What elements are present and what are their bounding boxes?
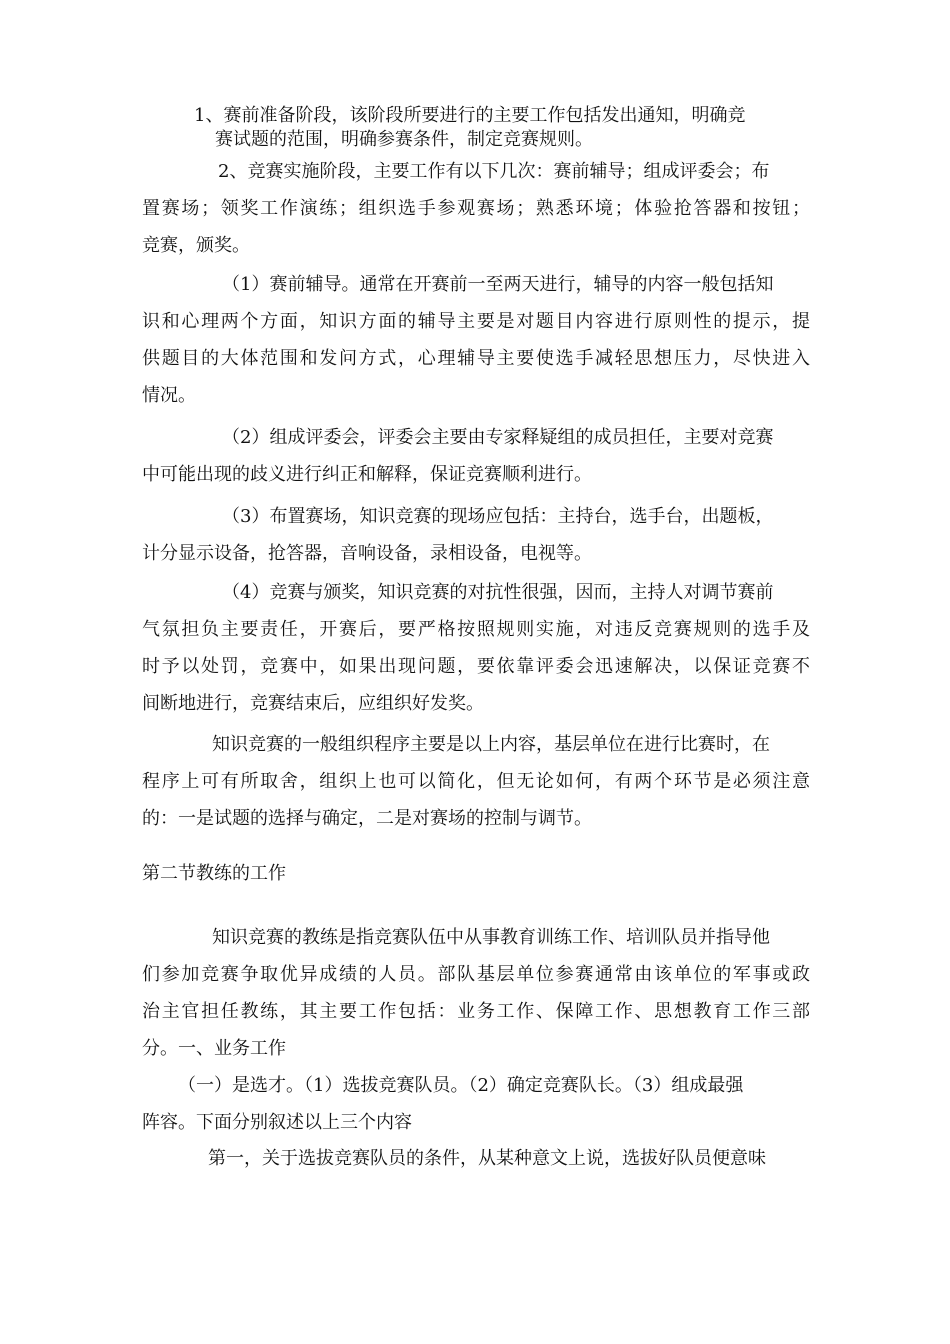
- text-line: （3）布置赛场，知识竞赛的现场应包括：主持台，选手台，出题板，: [222, 506, 774, 527]
- text-line: 识和心理两个方面，知识方面的辅导主要是对题目内容进行原则性的提示，提: [142, 311, 810, 332]
- text-line: 气氛担负主要责任，开赛后，要严格按照规则实施，对违反竞赛规则的选手及: [142, 619, 810, 640]
- text-line: （1）赛前辅导。通常在开赛前一至两天进行，辅导的内容一般包括知: [222, 274, 774, 295]
- text-line: 置赛场；领奖工作演练；组织选手参观赛场；熟悉环境；体验抢答器和按钮；: [142, 198, 810, 219]
- text-line: 时予以处罚，竞赛中，如果出现问题，要依靠评委会迅速解决，以保证竞赛不: [142, 656, 810, 677]
- text-line: 间断地进行，竞赛结束后，应组织好发奖。: [142, 693, 484, 714]
- text-line: 们参加竞赛争取优异成绩的人员。部队基层单位参赛通常由该单位的军事或政: [142, 964, 810, 985]
- text-line: 1、赛前准备阶段，该阶段所要进行的主要工作包括发出通知，明确竞: [194, 105, 746, 126]
- text-line: 2、竞赛实施阶段，主要工作有以下几次：赛前辅导；组成评委会；布: [218, 161, 770, 182]
- text-line: 的：一是试题的选择与确定，二是对赛场的控制与调节。: [142, 808, 592, 829]
- text-line: 分。一、业务工作: [142, 1038, 286, 1059]
- text-line: 计分显示设备，抢答器，音响设备，录相设备，电视等。: [142, 543, 592, 564]
- text-line: 竞赛，颁奖。: [142, 235, 250, 256]
- text-line: 治主官担任教练，其主要工作包括：业务工作、保障工作、思想教育工作三部: [142, 1001, 810, 1022]
- text-line: 第一，关于选拔竞赛队员的条件，从某种意文上说，选拔好队员便意味: [208, 1148, 766, 1169]
- text-line: （4）竞赛与颁奖，知识竞赛的对抗性很强，因而，主持人对调节赛前: [222, 582, 774, 603]
- text-line: （2）组成评委会，评委会主要由专家释疑组的成员担任，主要对竞赛: [222, 427, 774, 448]
- text-line: 情况。: [142, 385, 196, 406]
- text-line: 第二节教练的工作: [142, 863, 286, 884]
- text-line: 知识竞赛的一般组织程序主要是以上内容，基层单位在进行比赛时，在: [212, 734, 770, 755]
- text-line: 知识竞赛的教练是指竞赛队伍中从事教育训练工作、培训队员并指导他: [212, 927, 770, 948]
- text-line: 供题目的大体范围和发问方式，心理辅导主要使选手减轻思想压力，尽快进入: [142, 348, 810, 369]
- text-line: （一）是选才。（1）选拔竞赛队员。（2）确定竞赛队长。（3）组成最强: [178, 1075, 744, 1096]
- text-line: 中可能出现的歧义进行纠正和解释，保证竞赛顺利进行。: [142, 464, 592, 485]
- text-line: 程序上可有所取舍，组织上也可以简化，但无论如何，有两个环节是必须注意: [142, 771, 810, 792]
- text-line: 阵容。下面分别叙述以上三个内容: [142, 1112, 412, 1133]
- text-line: 赛试题的范围，明确参赛条件，制定竞赛规则。: [215, 129, 593, 150]
